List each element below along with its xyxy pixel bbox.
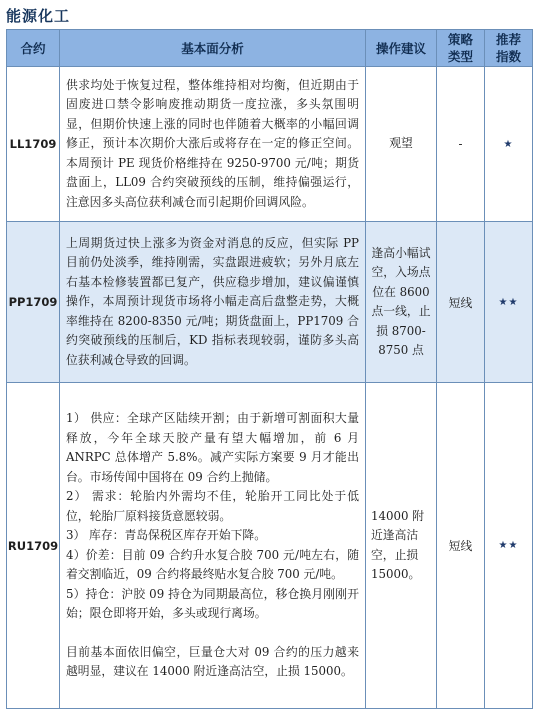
analysis-paragraph: 2） 需求：轮胎内外需均不佳，轮胎开工同比处于低位，轮胎厂原料接货意愿较弱。: [66, 489, 359, 523]
strategy-cell: 短线: [437, 383, 485, 709]
advice-cell: 逢高小幅试空，入场点位在 8600 点一线，止损 8700-8750 点: [366, 222, 437, 383]
advice-cell: 14000 附近逢高沽空，止损 15000。: [366, 383, 437, 709]
rating-stars: ★★: [485, 383, 533, 709]
header-contract: 合约: [7, 30, 60, 67]
header-strategy-line2: 类型: [447, 49, 473, 64]
header-rating-line1: 推荐: [495, 32, 521, 47]
page-title: 能源化工: [6, 7, 71, 25]
analysis-paragraph: 3） 库存：青岛保税区库存开始下降。: [66, 528, 267, 543]
paragraph-gap: [66, 624, 359, 643]
table-row: [7, 222, 533, 383]
table-row: [7, 67, 533, 222]
header-strategy: [437, 30, 485, 67]
analysis-paragraph: 1） 供应：全球产区陆续开割；由于新增可割面积大量释放，今年全球天胶产量有望大幅增加，前 6 月 ANRPC 总体增产 5.8%。减产实际方案要 9 月才能出台。市场传闻中国将在 09 合约上抛储。: [66, 411, 359, 484]
analysis-paragraph: 4）价差：目前 09 合约升水复合胶 700 元/吨左右，随着交割临近，09 合约将最终贴水复合胶 700 元/吨。: [66, 547, 359, 582]
contract-cell: PP1709: [7, 222, 60, 383]
advice-cell: 观望: [366, 67, 437, 222]
analysis-paragraph: 5）持仓：沪胶 09 持仓为同期最高位，移仓换月刚刚开始；限仓即将开始，多头或现行离场。: [66, 586, 359, 621]
header-advice: 操作建议: [366, 30, 437, 67]
analysis-cell: [60, 67, 366, 222]
rating-stars: ★★: [485, 222, 533, 383]
analysis-paragraph: 上周期货过快上涨多为资金对消息的反应，但实际 PP 目前仍处淡季，维持刚需，实盘跟进疲软；另外月底左右基本检修装置都已复产，供应稳步增加，建议偏谨慎操作，本周预计现货市场将小幅走高后盘整走势，大概率维持在 8200-8350 元/吨；期货盘面上，PP1709 合约突破预线的压制后，KD 指标表现较弱，谨防多头高位获利减仓导致的回调。: [66, 235, 359, 367]
strategy-cell: -: [437, 67, 485, 222]
strategy-table: [6, 29, 533, 709]
contract-cell: RU1709: [7, 383, 60, 709]
table-header-row: [7, 30, 533, 67]
header-rating: [485, 30, 533, 67]
analysis-paragraph: 目前基本面依旧偏空，巨量仓大对 09 合约的压力越来越明显，建议在 14000 附近逢高沽空，止损 15000。: [66, 644, 359, 679]
analysis-cell: [60, 222, 366, 383]
header-strategy-line1: 策略: [447, 32, 473, 47]
rating-stars: ★: [485, 67, 533, 222]
table-row: [7, 383, 533, 709]
header-analysis: 基本面分析: [60, 30, 366, 67]
analysis-cell: [60, 383, 366, 709]
strategy-cell: 短线: [437, 222, 485, 383]
analysis-paragraph: 供求均处于恢复过程，整体维持相对均衡，但近期由于固废进口禁令影响废推动期货一度拉涨，多头氛围明显，但期价快速上涨的同时也伴随着大概率的小幅回调修正，预计本次期价大涨后或将存在一定的修正空间。本周预计 PE 现货价格维持在 9250-9700 元/吨；期货盘面上，LL09 合约突破预线的压制，维持偏强运行，注意因多头高位获利减仓而引起期价回调风险。: [66, 77, 359, 209]
header-rating-line2: 指数: [495, 49, 521, 64]
contract-cell: LL1709: [7, 67, 60, 222]
